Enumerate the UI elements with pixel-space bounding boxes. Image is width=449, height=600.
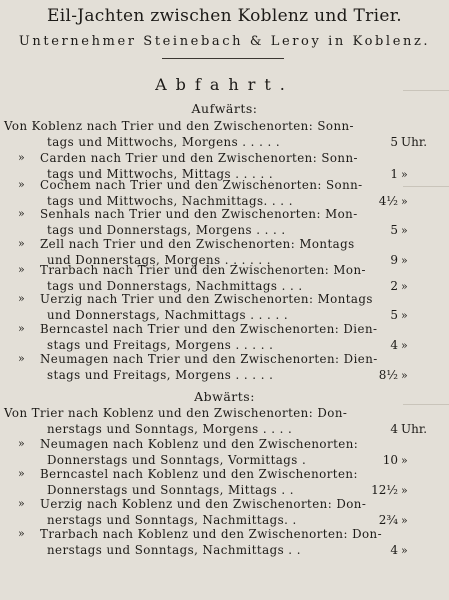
title-divider [162, 58, 284, 59]
entry-days: und Donnerstags, Nachmittags . . . . . [47, 308, 289, 322]
ditto-mark: » [18, 151, 25, 164]
schedule-entry [0, 292, 449, 326]
entry-unit: » [401, 195, 408, 208]
entry-days: tags und Donnerstags, Morgens . . . . [47, 223, 286, 237]
entry-unit: Uhr. [401, 135, 428, 149]
entry-route: Trarbach nach Trier und den Zwischenorten: Mon- [40, 263, 366, 277]
section-heading: Abfahrt. [155, 75, 294, 94]
entry-days: nerstags und Sonntags, Nachmittags . . [47, 543, 301, 557]
ditto-mark: » [18, 467, 25, 480]
entry-time: 4 [390, 422, 398, 436]
entry-unit: » [401, 339, 408, 352]
entry-days: tags und Mittwochs, Nachmittags. . . . [47, 194, 293, 208]
entry-time: 12½ [371, 483, 398, 497]
entry-unit: » [401, 224, 408, 237]
entry-days: nerstags und Sonntags, Morgens . . . . [47, 422, 293, 436]
entry-unit: » [401, 280, 408, 293]
entry-days: Donnerstags und Sonntags, Mittags . . [47, 483, 294, 497]
entry-unit: » [401, 254, 408, 267]
entry-route: Uerzig nach Koblenz und den Zwischenorten: Don- [40, 497, 367, 511]
entry-time: 8½ [378, 368, 398, 382]
ditto-mark: » [18, 263, 25, 276]
entry-route: Von Koblenz nach Trier und den Zwischenorten: Sonn- [4, 119, 354, 133]
entry-time: 5 [390, 308, 398, 322]
ditto-mark: » [18, 178, 25, 191]
entry-route: Neumagen nach Koblenz und den Zwischenorten: [40, 437, 359, 451]
entry-unit: » [401, 309, 408, 322]
entry-days: und Donnerstags, Morgens . . . . . . [47, 253, 272, 267]
entry-route: Trarbach nach Koblenz und den Zwischenorten: Don- [40, 527, 383, 541]
schedule-entry [0, 119, 449, 153]
entry-days: stags und Freitags, Morgens . . . . . [47, 338, 274, 352]
entry-route: Von Trier nach Koblenz und den Zwischenorten: Don- [4, 406, 348, 420]
entry-days: nerstags und Sonntags, Nachmittags. . [47, 513, 297, 527]
entry-unit: » [401, 544, 408, 557]
entry-route: Berncastel nach Koblenz und den Zwischenorten: [40, 467, 358, 481]
entry-days: Donnerstags und Sonntags, Vormittags . [47, 453, 307, 467]
ditto-mark: » [18, 497, 25, 510]
entry-days: tags und Mittwochs, Mittags . . . . . [47, 167, 274, 181]
entry-route: Senhals nach Trier und den Zwischenorten: Mon- [40, 207, 358, 221]
schedule-entry [0, 437, 449, 471]
entry-route: Zell nach Trier und den Zwischenorten: Montags [40, 237, 355, 251]
entry-time: 2 [390, 279, 398, 293]
schedule-entry [0, 497, 449, 531]
entry-time: 10 [382, 453, 398, 467]
bleed-through-line [403, 404, 449, 405]
schedule-entry [0, 352, 449, 386]
entry-time: 4½ [378, 194, 398, 208]
entry-route: Berncastel nach Trier und den Zwischenorten: Dien- [40, 322, 378, 336]
entry-route: Uerzig nach Trier und den Zwischenorten: Montags [40, 292, 373, 306]
entry-time: 4 [390, 338, 398, 352]
entry-route: Cochem nach Trier und den Zwischenorten: Sonn- [40, 178, 363, 192]
entry-unit: » [401, 484, 408, 497]
page-subtitle: Unternehmer Steinebach & Leroy in Koblenz. [18, 34, 431, 49]
ditto-mark: » [18, 437, 25, 450]
bleed-through-line [403, 90, 449, 91]
entry-unit: » [401, 168, 408, 181]
ditto-mark: » [18, 352, 25, 365]
entry-time: 9 [390, 253, 398, 267]
entry-unit: » [401, 369, 408, 382]
ditto-mark: » [18, 527, 25, 540]
entry-route: Carden nach Trier und den Zwischenorten: Sonn- [40, 151, 358, 165]
entry-days: tags und Donnerstags, Nachmittags . . . [47, 279, 303, 293]
ditto-mark: » [18, 292, 25, 305]
ditto-mark: » [18, 237, 25, 250]
entry-unit: Uhr. [401, 422, 428, 436]
schedule-entry [0, 527, 449, 561]
direction-heading-downstream: Abwärts: [194, 389, 255, 404]
schedule-entry [0, 406, 449, 440]
entry-time: 5 [390, 135, 398, 149]
direction-heading-upstream: Aufwärts: [191, 101, 258, 116]
schedule-entry [0, 322, 449, 356]
schedule-entry [0, 207, 449, 241]
ditto-mark: » [18, 207, 25, 220]
ditto-mark: » [18, 322, 25, 335]
entry-unit: » [401, 454, 408, 467]
entry-time: 4 [390, 543, 398, 557]
entry-time: 2¾ [378, 513, 398, 527]
schedule-entry [0, 467, 449, 501]
entry-time: 1 [390, 167, 398, 181]
entry-time: 5 [390, 223, 398, 237]
entry-route: Neumagen nach Trier und den Zwischenorten: Dien- [40, 352, 378, 366]
entry-days: tags und Mittwochs, Morgens . . . . . [47, 135, 281, 149]
entry-days: stags und Freitags, Morgens . . . . . [47, 368, 274, 382]
page-title: Eil-Jachten zwischen Koblenz und Trier. [47, 6, 402, 26]
entry-unit: » [401, 514, 408, 527]
